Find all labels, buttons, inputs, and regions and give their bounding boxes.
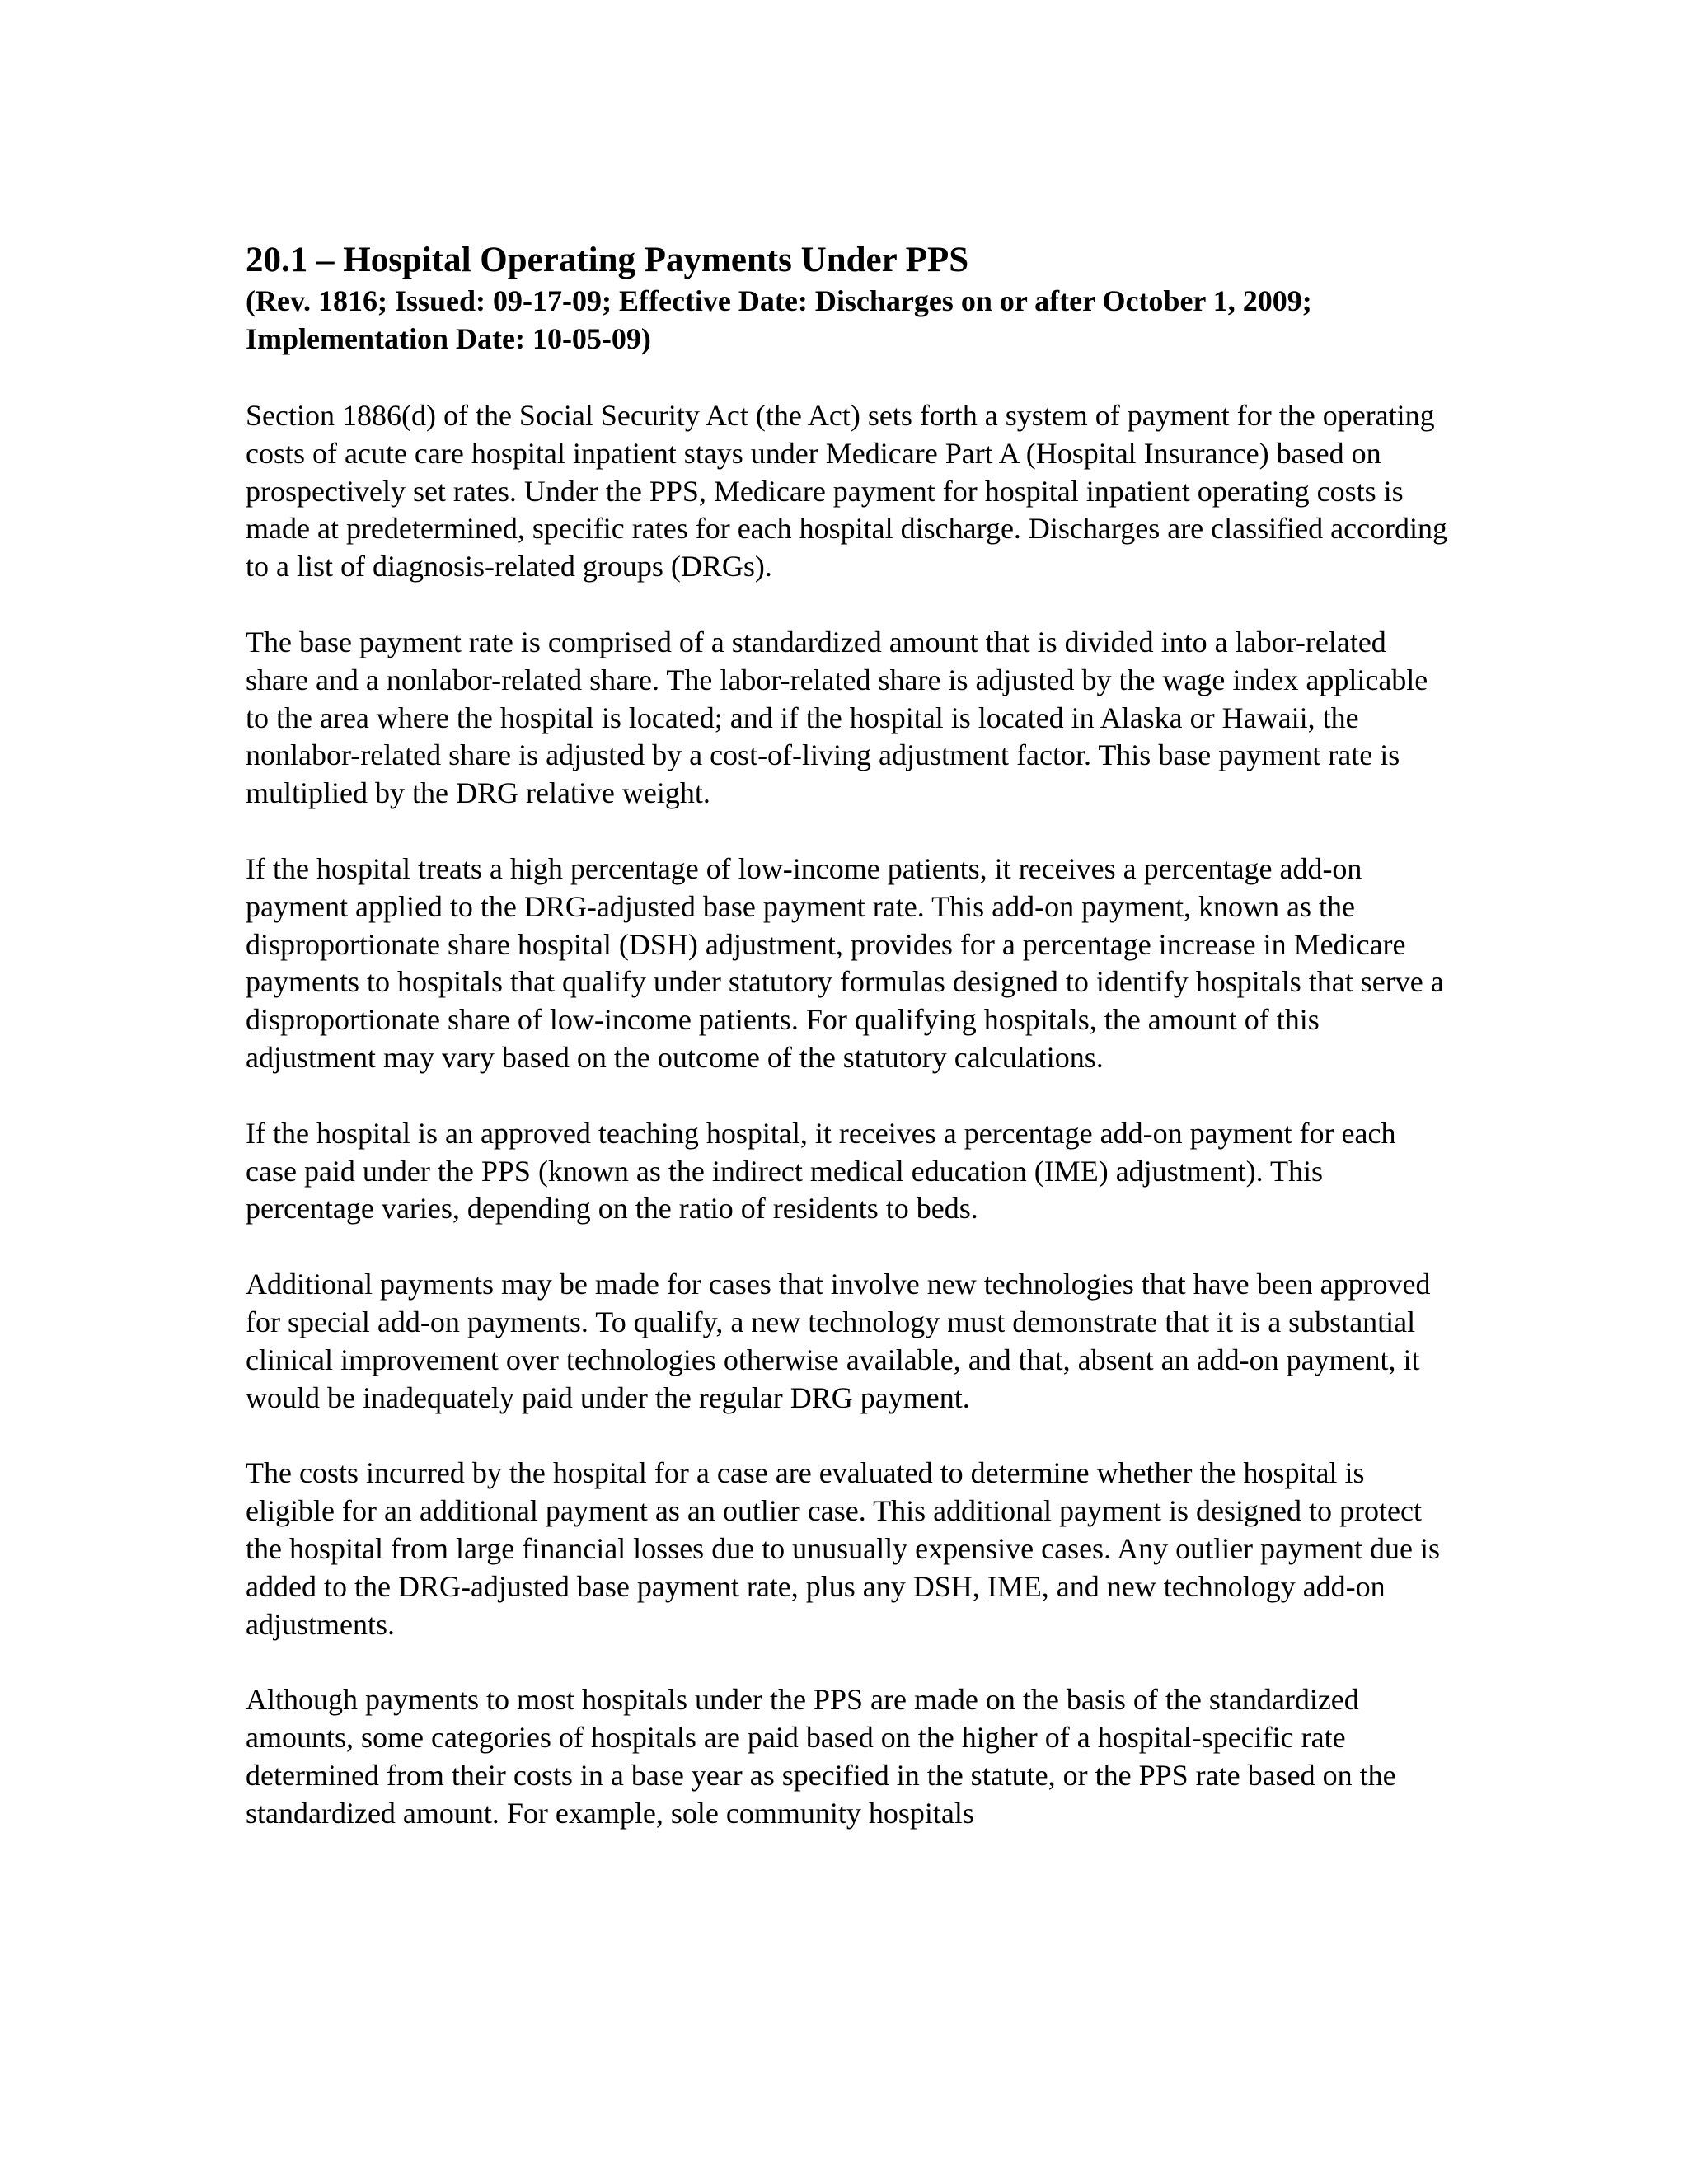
paragraph-dsh-adjustment: If the hospital treats a high percentage of low-income patients, it receives a percentage add-on payment applied to the DRG-adjusted base payment rate. This add-on payment, known as the disproportionate share hospital (DSH) adjustment, provides for a percentage increase in Medicare payments to hospitals that qualify under statutory formulas designed to identify hospitals that serve a disproportionate share of low-income patients. For qualifying hospitals, the amount of this adjustment may vary based on the outcome of the statutory calculations. bbox=[246, 851, 1444, 1074]
section-title: 20.1 – Hospital Operating Payments Under PPS bbox=[246, 241, 969, 279]
paragraph-hospital-specific-rate: Although payments to most hospitals under the PPS are made on the basis of the standardized amounts, some categories of hospitals are paid based on the higher of a hospital-specific rate determined from their costs in a base year as specified in the statute, or the PPS rate based on the standardized amount. For example, sole community hospitals bbox=[246, 1683, 1396, 1830]
paragraph-base-payment-rate: The base payment rate is comprised of a standardized amount that is divided into a labor-related share and a nonlabor-related share. The labor-related share is adjusted by the wage index applicable to the area where the hospital is located; and if the hospital is located in Alaska or Hawaii, the nonlabor-related share is adjusted by a cost-of-living adjustment factor. This base payment rate is multiplied by the DRG relative weight. bbox=[246, 625, 1428, 810]
paragraph-section-1886d: Section 1886(d) of the Social Security Act (the Act) sets forth a system of payment for the operating costs of acute care hospital inpatient stays under Medicare Part A (Hospital Insurance) based on prospectively set rates. Under the PPS, Medicare payment for hospital inpatient operating costs is made at predetermined, specific rates for each hospital discharge. Discharges are classified according to a list of diagnosis-related groups (DRGs). bbox=[246, 399, 1448, 583]
revision-info: (Rev. 1816; Issued: 09-17-09; Effective Date: Discharges on or after October 1, 2009; Implementation Date: 10-05-09) bbox=[246, 284, 1312, 355]
document-page bbox=[246, 239, 1449, 1833]
paragraph-ime-adjustment: If the hospital is an approved teaching hospital, it receives a percentage add-on payment for each case paid under the PPS (known as the indirect medical education (IME) adjustment). This percentage varies, depending on the ratio of residents to beds. bbox=[246, 1116, 1396, 1226]
paragraph-outlier-payment: The costs incurred by the hospital for a case are evaluated to determine whether the hospital is eligible for an additional payment as an outlier case. This additional payment is designed to protect the hospital from large financial losses due to unusually expensive cases. Any outlier payment due is added to the DRG-adjusted base payment rate, plus any DSH, IME, and new technology add-on adjustments. bbox=[246, 1456, 1440, 1641]
paragraph-new-technology: Additional payments may be made for cases that involve new technologies that have been approved for special add-on payments. To qualify, a new technology must demonstrate that it is a substantial clinical improvement over technologies otherwise available, and that, absent an add-on payment, it would be inadequately paid under the regular DRG payment. bbox=[246, 1268, 1431, 1414]
